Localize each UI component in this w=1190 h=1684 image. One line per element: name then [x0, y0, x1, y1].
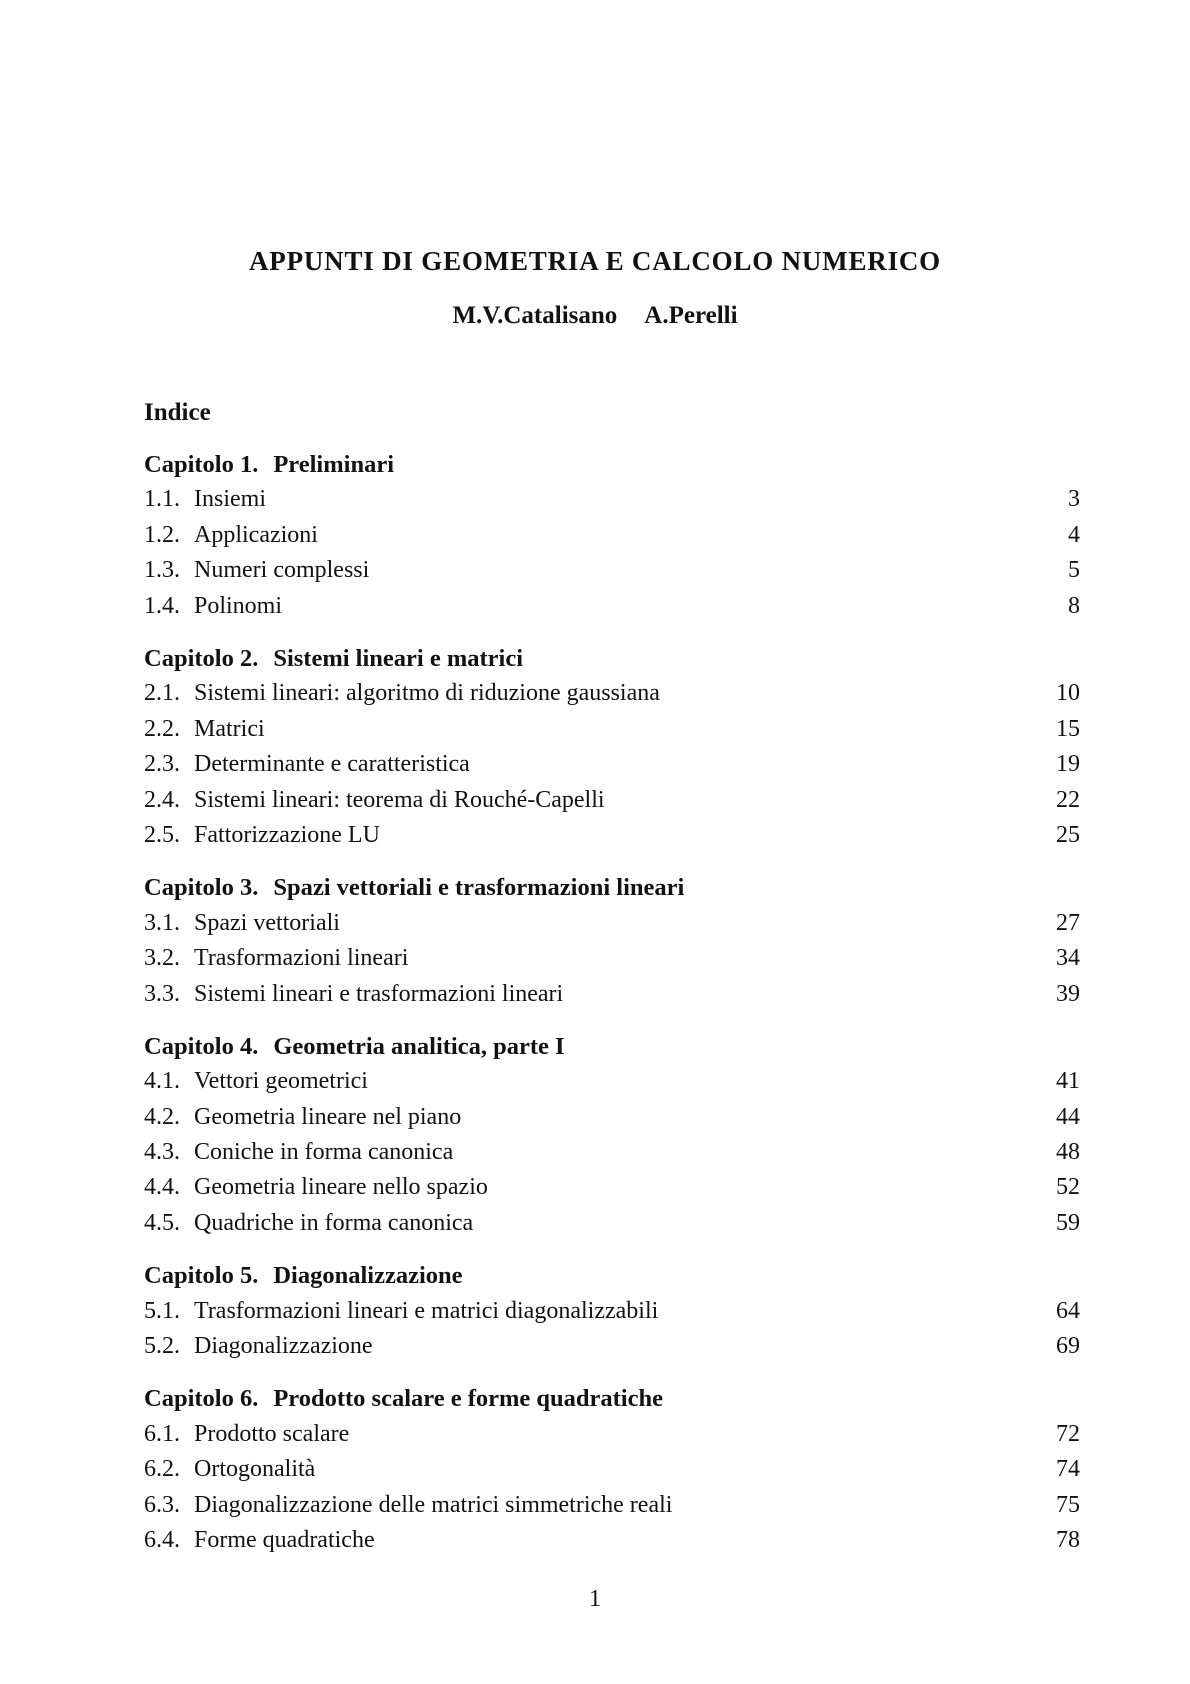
author-name: M.V.Catalisano: [452, 302, 618, 329]
section-page-number: 78: [1056, 1527, 1080, 1554]
section-page-number: 27: [1056, 909, 1080, 936]
toc-entry: [144, 518, 1080, 553]
toc-entry: [144, 1294, 1080, 1329]
section-title: Sistemi lineari: teorema di Rouché-Capelli: [194, 786, 605, 813]
section-page-number: 10: [1056, 680, 1080, 707]
section-number: 4.2.: [144, 1103, 180, 1130]
chapter-number: Capitolo 5.: [144, 1262, 259, 1290]
section-page-number: 34: [1056, 945, 1080, 972]
chapter-title: Diagonalizzazione: [273, 1262, 463, 1290]
toc-entry: [144, 818, 1080, 853]
section-title: Quadriche in forma canonica: [194, 1209, 474, 1236]
section-page-number: 5: [1068, 557, 1080, 584]
section-title: Determinante e caratteristica: [194, 751, 470, 778]
section-title: Spazi vettoriali: [194, 909, 340, 936]
section-page-number: 3: [1068, 486, 1080, 513]
table-of-contents: [144, 395, 1080, 1558]
chapter-heading: [144, 447, 1080, 482]
section-title: Sistemi lineari: algoritmo di riduzione gaussiana: [194, 680, 660, 707]
toc-entry: [144, 482, 1080, 517]
section-number: 6.1.: [144, 1420, 180, 1447]
section-page-number: 48: [1056, 1139, 1080, 1166]
toc-entry: [144, 1100, 1080, 1135]
chapter-heading: [144, 870, 1080, 905]
section-title: Trasformazioni lineari e matrici diagonalizzabili: [194, 1297, 659, 1324]
chapter-title: Spazi vettoriali e trasformazioni lineari: [273, 874, 685, 902]
section-number: 4.4.: [144, 1174, 180, 1201]
section-page-number: 44: [1056, 1103, 1080, 1130]
section-title: Vettori geometrici: [194, 1068, 368, 1095]
toc-entry: [144, 553, 1080, 588]
section-title: Trasformazioni lineari: [194, 945, 409, 972]
chapter-heading: [144, 1258, 1080, 1293]
toc-entry: [144, 1170, 1080, 1205]
section-title: Sistemi lineari e trasformazioni lineari: [194, 980, 564, 1007]
section-title: Geometria lineare nello spazio: [194, 1174, 488, 1201]
section-number: 1.2.: [144, 521, 180, 548]
section-number: 4.5.: [144, 1209, 180, 1236]
section-title: Diagonalizzazione: [194, 1333, 373, 1360]
section-page-number: 25: [1056, 821, 1080, 848]
toc-entry: [144, 1206, 1080, 1241]
toc-chapter: [144, 1029, 1080, 1241]
section-page-number: 64: [1056, 1297, 1080, 1324]
toc-entry: [144, 1135, 1080, 1170]
toc-entry: [144, 1488, 1080, 1523]
toc-entry: [144, 747, 1080, 782]
page-number-footer: 1: [589, 1586, 601, 1612]
toc-entry: [144, 906, 1080, 941]
toc-chapter: [144, 641, 1080, 853]
chapter-title: Prodotto scalare e forme quadratiche: [273, 1385, 663, 1413]
chapter-title: Sistemi lineari e matrici: [273, 644, 524, 672]
section-number: 6.2.: [144, 1456, 180, 1483]
toc-chapter: [144, 1381, 1080, 1558]
section-page-number: 41: [1056, 1068, 1080, 1095]
authors-line: [0, 301, 1190, 331]
section-number: 4.1.: [144, 1068, 180, 1095]
section-number: 4.3.: [144, 1139, 180, 1166]
toc-entry: [144, 1523, 1080, 1558]
chapter-number: Capitolo 6.: [144, 1385, 259, 1413]
section-number: 5.1.: [144, 1297, 180, 1324]
section-number: 5.2.: [144, 1333, 180, 1360]
toc-entry: [144, 712, 1080, 747]
section-page-number: 75: [1056, 1491, 1080, 1518]
section-number: 1.4.: [144, 592, 180, 619]
section-number: 1.1.: [144, 486, 180, 513]
section-page-number: 72: [1056, 1420, 1080, 1447]
section-title: Applicazioni: [194, 521, 318, 548]
toc-entry: [144, 783, 1080, 818]
index-heading: Indice: [144, 399, 211, 426]
section-title: Insiemi: [194, 486, 266, 513]
toc-entry: [144, 589, 1080, 624]
author-name: A.Perelli: [644, 302, 738, 329]
toc-entry: [144, 977, 1080, 1012]
section-number: 3.2.: [144, 945, 180, 972]
section-number: 3.3.: [144, 980, 180, 1007]
section-title: Numeri complessi: [194, 557, 370, 584]
toc-entry: [144, 1329, 1080, 1364]
section-number: 2.2.: [144, 715, 180, 742]
section-number: 2.3.: [144, 751, 180, 778]
section-number: 2.1.: [144, 680, 180, 707]
chapter-number: Capitolo 3.: [144, 874, 259, 902]
toc-chapter: [144, 1258, 1080, 1364]
document-title: APPUNTI DI GEOMETRIA E CALCOLO NUMERICO: [248, 246, 941, 276]
toc-entry: [144, 941, 1080, 976]
chapter-number: Capitolo 4.: [144, 1032, 259, 1060]
section-title: Polinomi: [194, 592, 283, 619]
section-title: Ortogonalità: [194, 1456, 316, 1483]
toc-chapter: [144, 870, 1080, 1012]
section-page-number: 74: [1056, 1456, 1080, 1483]
section-title: Matrici: [194, 715, 265, 742]
section-page-number: 15: [1056, 715, 1080, 742]
toc-entry: [144, 1452, 1080, 1487]
chapter-title: Preliminari: [273, 451, 395, 478]
section-number: 2.5.: [144, 821, 180, 848]
section-page-number: 22: [1056, 786, 1080, 813]
toc-entry: [144, 1417, 1080, 1452]
section-number: 6.3.: [144, 1491, 180, 1518]
toc-chapter: [144, 447, 1080, 624]
section-number: 6.4.: [144, 1527, 180, 1554]
section-number: 1.3.: [144, 557, 180, 584]
section-number: 2.4.: [144, 786, 180, 813]
section-page-number: 4: [1068, 521, 1080, 548]
section-page-number: 19: [1056, 751, 1080, 778]
section-number: 3.1.: [144, 909, 180, 936]
toc-entry: [144, 676, 1080, 711]
section-page-number: 39: [1056, 980, 1080, 1007]
section-title: Fattorizzazione LU: [194, 821, 380, 848]
chapter-heading: [144, 1029, 1080, 1064]
section-title: Forme quadratiche: [194, 1527, 375, 1554]
section-title: Diagonalizzazione delle matrici simmetriche reali: [194, 1491, 673, 1518]
chapter-number: Capitolo 1.: [144, 451, 259, 478]
section-title: Prodotto scalare: [194, 1420, 350, 1447]
toc-entry: [144, 1064, 1080, 1099]
section-page-number: 69: [1056, 1333, 1080, 1360]
chapter-number: Capitolo 2.: [144, 644, 259, 672]
section-title: Geometria lineare nel piano: [194, 1103, 462, 1130]
section-page-number: 52: [1056, 1174, 1080, 1201]
section-page-number: 8: [1068, 592, 1080, 619]
section-page-number: 59: [1056, 1209, 1080, 1236]
section-title: Coniche in forma canonica: [194, 1139, 454, 1166]
chapter-heading: [144, 1381, 1080, 1416]
chapter-heading: [144, 641, 1080, 676]
chapter-title: Geometria analitica, parte I: [273, 1032, 565, 1060]
